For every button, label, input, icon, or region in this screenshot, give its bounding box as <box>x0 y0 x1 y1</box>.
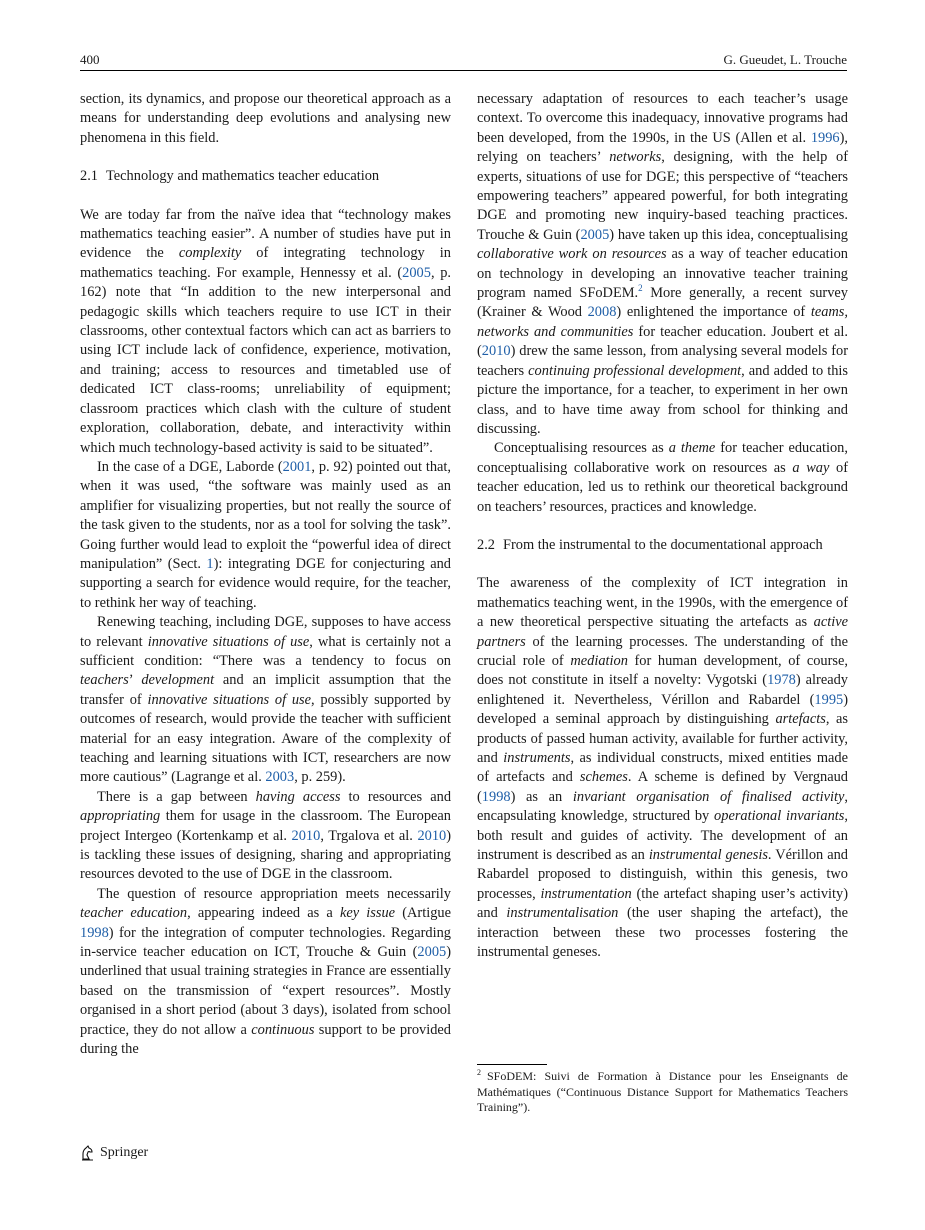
paragraph: In the case of a DGE, Laborde (2001, p. 92) pointed out that, when it was used, “the software was mainly used as an amplifier for visualizing properties, but not really the source of the task given to the students, nor as a tool for solving the task”. Going further would lead to exploit the “powerful idea of direct manipulation” (Sect. 1): integrating DGE for conjecturing and supporting a search for evidence would require, for the teacher, to rethink her way of teaching. <box>80 458 452 611</box>
right-column <box>477 90 848 962</box>
springer-horse-icon <box>80 1145 96 1161</box>
section-link[interactable]: 1 <box>206 555 214 572</box>
running-authors: G. Gueudet, L. Trouche <box>723 52 847 67</box>
citation-link[interactable]: 2005 <box>580 226 610 243</box>
paragraph: The awareness of the complexity of ICT integration in mathematics teaching went, in the 1990s, with the emergence of a new theoretical perspective situating the artefacts as active partners of the learning processes. The understanding of the crucial role of mediation for human development, of course, does not constitute in itself a novelty: Vygotski (1978) already enlightened it. Nevertheless, Vérillon and Rabardel (1995) developed a seminal approach by distinguishing artefacts, as products of passed human activity, available for further activity, and instruments, as individual constructs, mixed entities made of artefacts and schemes. A scheme is defined by Vergnaud (1998) as an invariant organisation of finalised activity, encapsulating knowledge, structured by operational invariants, both result and guides of activity. The development of an instrument is described as an instrumental genesis. Vérillon and Rabardel proposed to distinguish, within this genesis, two processes, instrumentation (the artefact shaping user’s activity) and instrumentalisation (the user shaping the artefact), the interaction between these two processes fostering the instrumental geneses. <box>477 575 848 961</box>
paragraph: section, its dynamics, and propose our theoretical approach as a means for understanding deep evolutions and analysing new phenomena in this field. <box>80 91 451 146</box>
citation-link[interactable]: 2005 <box>417 944 447 961</box>
citation-link[interactable]: 2008 <box>587 304 617 321</box>
citation-link[interactable]: 2010 <box>417 827 447 844</box>
citation-link[interactable]: 1998 <box>481 788 511 805</box>
paragraph: The question of resource appropriation meets necessarily teacher education, appearing indeed as a key issue (Artigue 1998) for the integration of computer technologies. Regarding in-service teacher education on ICT, Trouche & Guin (2005) underlined that usual training strategies in France are essentially based on the transmission of “expert resources”. Mostly organised in a short period (about 3 days), isolated from school practice, they do not allow a continuous support to be provided during the <box>80 885 451 1058</box>
section-heading-2-2: 2.2 From the instrumental to the documentational approach <box>477 536 823 553</box>
paragraph: There is a gap between having access to resources and appropriating them for usage in the classroom. The European project Intergeo (Kortenkamp et al. 2010, Trgalova et al. 2010) is tackling these issues of designing, sharing and appropriating resources devoted to the use of DGE in the classroom. <box>80 788 452 883</box>
footnote-number: 2 <box>477 1068 481 1077</box>
publisher-name: Springer <box>100 1145 149 1160</box>
running-header <box>80 50 847 71</box>
footnote-mark[interactable]: 2 <box>638 283 643 294</box>
citation-link[interactable]: 2010 <box>291 827 321 844</box>
citation-link[interactable]: 1998 <box>80 924 109 941</box>
citation-link[interactable]: 2001 <box>282 458 312 475</box>
paragraph: Conceptualising resources as a theme for teacher education, conceptualising collaborative work on resources as a way of teacher education, led us to rethink our theoretical background on teachers’ resources, practices and knowledge. <box>477 440 848 515</box>
footnote-rule <box>477 1064 547 1065</box>
footnote-text: SFoDEM: Suivi de Formation à Distance pour les Enseignants de Mathématiques (“Continuous Distance Support for Mathematics Teachers Training”). <box>477 1069 848 1114</box>
paragraph: We are today far from the naïve idea that “technology makes mathematics teaching easier”. A number of studies have put in evidence the complexity of integrating technology in mathematics teaching. For example, Hennessy et al. (2005, p. 162) note that “In addition to the new interpersonal and pedagogic skills which teachers require to use ICT in their classrooms, other contextual factors which can act as barriers to using ICT include lack of confidence, experience, motivation, and training; access to resources and timetabled use of dedicated ICT class-rooms; unreliability of equipment; classroom practices which clash with the culture of student exploration, collaboration, debate, and interactivity within which much technology-based activity is said to be situated”. <box>80 206 451 456</box>
citation-link[interactable]: 1995 <box>814 691 844 708</box>
page-number: 400 <box>80 52 100 67</box>
citation-link[interactable]: 2005 <box>402 264 431 281</box>
citation-link[interactable]: 2003 <box>265 769 295 786</box>
paragraph: Renewing teaching, including DGE, supposes to have access to relevant innovative situations of use, what is certainly not a sufficient condition: “There was a tendency to focus on teachers’ development and an implicit assumption that the transfer of innovative situations of use, possibly supported by outcomes of research, would provide the teacher with sufficient material for an easy integration. Aware of the complexity of teaching and learning situations with ICT, researchers are now more cautious” (Lagrange et al. 2003, p. 259). <box>80 614 451 786</box>
section-heading-2-1: 2.1 Technology and mathematics teacher education <box>80 168 380 185</box>
left-column <box>80 90 451 1060</box>
springer-logo <box>80 1145 148 1161</box>
paragraph: necessary adaptation of resources to each teacher’s usage context. To overcome this inadequacy, innovative programs had been developed, from the 1990s, in the US (Allen et al. 1996), relying on teachers’ networks, designing, with the help of experts, situations of use for DGE; this perspective of “teachers empowering teachers” appeared powerful, for both integrating DGE and promoting new inquiry-based teaching practices. Trouche & Guin (2005) have taken up this idea, conceptualising collaborative work on resources as a way of teacher education on technology in developing an innovative teacher training program named SFoDEM.$^2$ More generally, a recent survey (Krainer & Wood 2008) enlightened the importance of teams, networks and communities for teacher education. Joubert et al. (2010) drew the same lesson, from analysing several models for teachers continuing professional development, and added to this picture the importance, for a teacher, to experiment in her own class, and to have time away from school for thinking and discussing. <box>477 91 849 437</box>
citation-link[interactable]: 2010 <box>481 343 511 360</box>
citation-link[interactable]: 1978 <box>767 672 796 689</box>
citation-link[interactable]: 1996 <box>810 129 840 146</box>
footnote <box>477 1069 848 1116</box>
